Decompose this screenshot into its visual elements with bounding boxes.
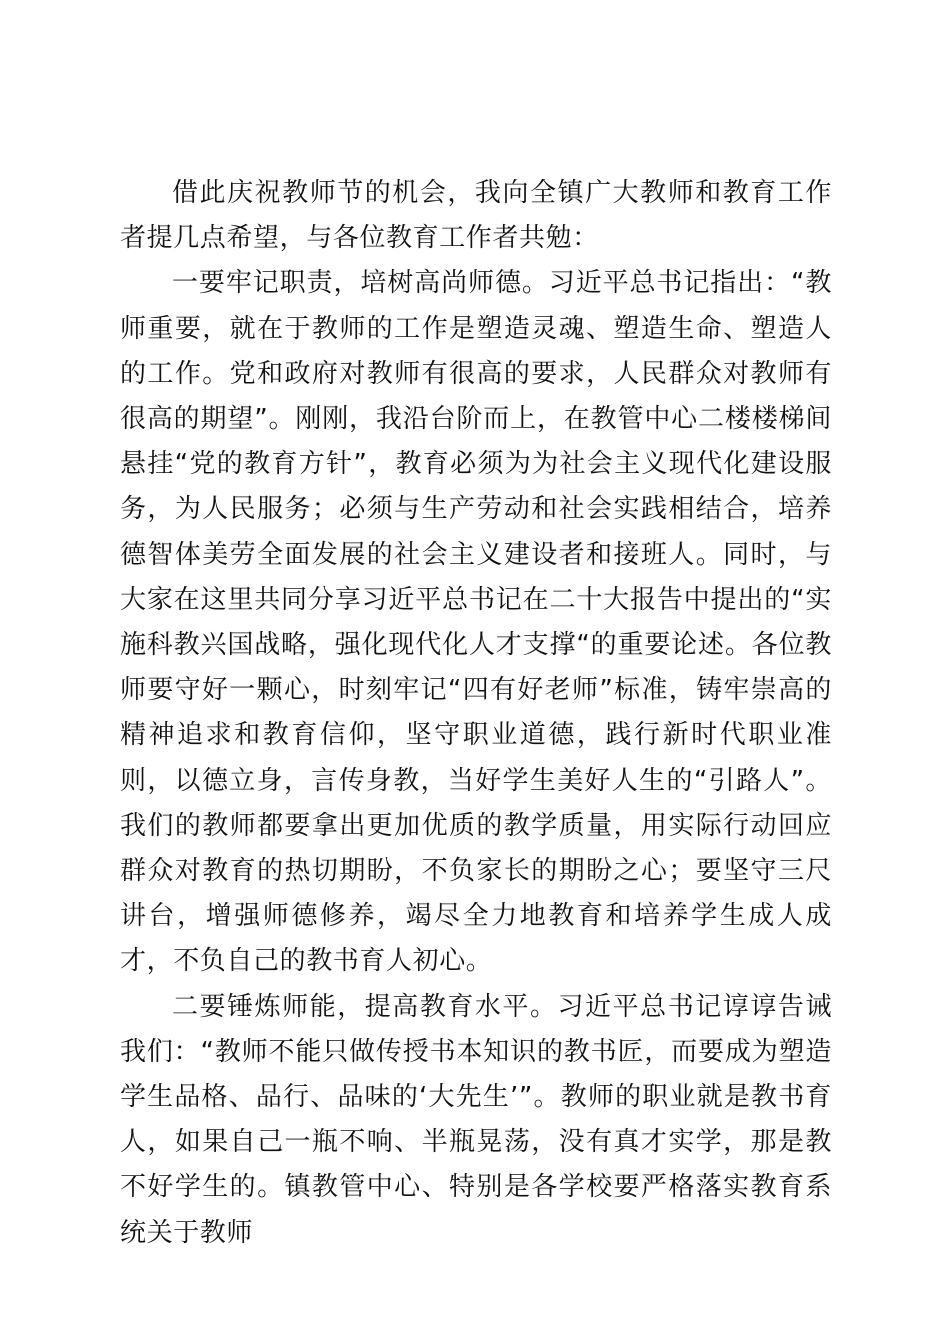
paragraph-second-point: 二要锤炼师能，提高教育水平。习近平总书记谆谆告诫我们：“教师不能只做传授书本知识的教书匠，而要成为塑造学生品格、品行、品味的‘大先生’”。教师的职业就是教书育人，如果自己一瓶不响、半瓶晃荡，没有真才实学，那是教不好学生的。镇教管中心、特别是各学校要严格落实教育系统关于教师 (120, 991, 832, 1248)
paragraph-first-point: 一要牢记职责，培树高尚师德。习近平总书记指出：“教师重要，就在于教师的工作是塑造灵魂、塑造生命、塑造人的工作。党和政府对教师有很高的要求，人民群众对教师有很高的期望”。刚刚，我沿台阶而上，在教管中心二楼楼梯间悬挂“党的教育方针”，教育必须为为社会主义现代化建设服务，为人民服务；必须与生产劳动和社会实践相结合，培养德智体美劳全面发展的社会主义建设者和接班人。同时，与大家在这里共同分享习近平总书记在二十大报告中提出的“实施科教兴国战略，强化现代化人才支撑“的重要论述。各位教师要守好一颗心，时刻牢记“四有好老师”标准，铸牢崇高的精神追求和教育信仰，坚守职业道德，践行新时代职业准则，以德立身，言传身教，当好学生美好人生的“引路人”。我们的教师都要拿出更加优质的教学质量，用实际行动回应群众对教育的热切期盼，不负家长的期盼之心；要坚守三尺讲台，增强师德修养，竭尽全力地教育和培养学生成人成才，不负自己的教书育人初心。 (120, 268, 832, 977)
document-body (120, 171, 832, 1256)
paragraph-intro: 借此庆祝教师节的机会，我向全镇广大教师和教育工作者提几点希望，与各位教育工作者共勉： (120, 178, 832, 254)
